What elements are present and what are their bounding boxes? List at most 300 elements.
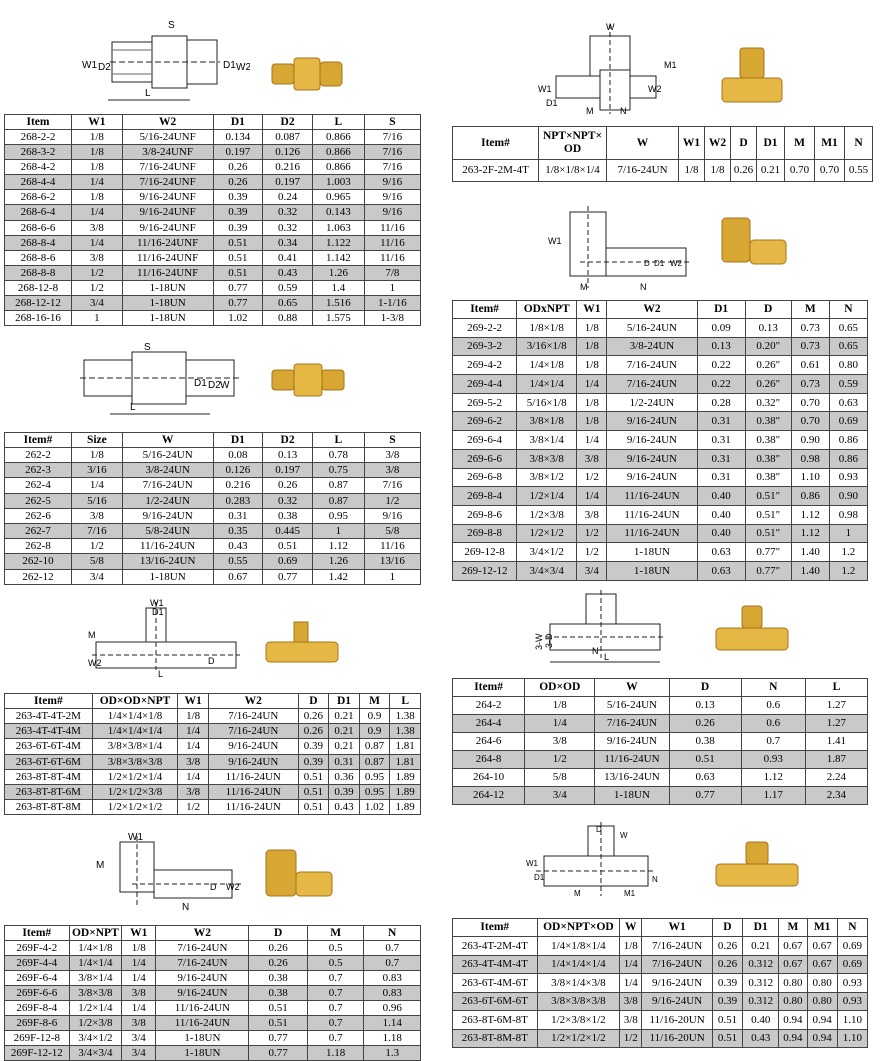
svg-text:W2: W2 [670, 259, 682, 268]
table-cell: 1/4×1/4×1/4 [537, 955, 620, 974]
column-header: W2 [208, 694, 298, 709]
table-cell: 0.7 [307, 1016, 364, 1031]
diagram-269-elbow [540, 204, 700, 299]
table-cell: 0.73 [791, 375, 829, 394]
table-header-row [5, 694, 421, 709]
photo-268-connector [268, 52, 348, 101]
table-cell: 1-18UN [122, 569, 213, 584]
table-cell: 1.2 [829, 543, 867, 562]
table-cell: 269F-4-2 [5, 941, 70, 956]
table-cell: 0.63 [669, 769, 741, 787]
table-cell: 269F-8-4 [5, 1001, 70, 1016]
table-cell: 0.70 [791, 393, 829, 412]
column-header: OD×NPT×OD [537, 919, 620, 937]
table-cell: 0.87 [359, 754, 390, 769]
table-cell: 1/4 [178, 724, 209, 739]
photo-263-2F [718, 44, 788, 119]
table-cell: 1.10 [837, 1011, 867, 1030]
column-header: W [620, 919, 642, 937]
svg-text:M: M [586, 106, 594, 116]
table-cell: 1.575 [312, 311, 364, 326]
table-cell: 0.65 [829, 319, 867, 338]
table-cell: 263-8T-8M-8T [453, 1029, 538, 1048]
table-cell: 9/16-24UN [607, 449, 697, 468]
table-cell: 11/16 [364, 220, 420, 235]
table-row [5, 160, 421, 175]
table-cell: 3/4 [122, 1031, 156, 1046]
table-cell: 3/8 [577, 505, 607, 524]
table-cell: 3/8-24UN [122, 463, 213, 478]
table-cell: 263-6T-4M-6T [453, 974, 538, 993]
table-cell: 263-4T-2M-4T [453, 937, 538, 956]
table-cell: 3/8×1/4 [69, 971, 122, 986]
table-cell: 263-6T-6T-4M [5, 739, 93, 754]
table-cell: 1/2×1/2×1/2 [537, 1029, 620, 1048]
table-cell: 262-2 [5, 448, 72, 463]
table-cell: 1.4 [312, 280, 364, 295]
table-cell: 0.80 [779, 974, 807, 993]
table-cell: 9/16-24UN [122, 508, 213, 523]
table-cell: 9/16-24UN [208, 739, 298, 754]
column-header: W1 [642, 919, 713, 937]
table-cell: 1-18UN [156, 1031, 249, 1046]
table-header-row [5, 433, 421, 448]
table-cell: 0.26 [712, 955, 742, 974]
table-cell: 0.34 [263, 235, 313, 250]
table-cell: 11/16-24UN [122, 539, 213, 554]
table-cell: 0.51 [669, 751, 741, 769]
table-cell: 11/16-24UN [208, 769, 298, 784]
table-cell: 5/16-24UN [607, 319, 697, 338]
table-cell: 0.77 [249, 1031, 308, 1046]
table-row [453, 487, 868, 506]
table-row [5, 478, 421, 493]
table-cell: 9/16-24UNF [122, 220, 213, 235]
table-cell: 0.866 [312, 160, 364, 175]
table-cell: 0.40 [697, 487, 745, 506]
table-cell: 9/16-24UN [607, 431, 697, 450]
table-row [5, 971, 421, 986]
table-row [5, 235, 421, 250]
table-cell: 9/16 [364, 190, 420, 205]
column-header: N [741, 679, 805, 697]
table-262 [4, 432, 421, 585]
svg-text:M: M [574, 889, 581, 898]
table-cell: 264-12 [453, 787, 525, 805]
table-cell: 1/2×1/4 [517, 487, 577, 506]
table-cell: 3/8-24UNF [122, 145, 213, 160]
svg-text:D1: D1 [223, 60, 236, 71]
table-cell: 9/16-24UNF [122, 190, 213, 205]
table-cell: 1/8 [71, 145, 122, 160]
table-cell: 13/16-24UN [122, 554, 213, 569]
table-cell: 9/16-24UNF [122, 205, 213, 220]
table-cell: 0.31 [697, 449, 745, 468]
table-cell: 3/4×1/2 [69, 1031, 122, 1046]
column-header: Item# [5, 926, 70, 941]
table-row [5, 220, 421, 235]
column-header: D [298, 694, 329, 709]
column-header: M [791, 301, 829, 319]
table-cell: 0.59 [829, 375, 867, 394]
table-row [5, 190, 421, 205]
table-cell: 0.73 [791, 337, 829, 356]
table-row [453, 356, 868, 375]
table-cell: 1/2×1/2×1/4 [92, 769, 178, 784]
table-row [453, 412, 868, 431]
table-cell: 5/16-24UN [595, 697, 669, 715]
table-cell: 0.98 [829, 505, 867, 524]
column-header: D2 [263, 115, 313, 130]
table-cell: 1/2 [364, 493, 420, 508]
table-cell: 0.134 [213, 130, 263, 145]
photo-262-union [268, 360, 348, 405]
table-cell: 0.32 [263, 220, 313, 235]
table-cell: 0.7 [307, 986, 364, 1001]
table-cell: 1.18 [364, 1031, 421, 1046]
table-cell: 1.12 [312, 539, 364, 554]
table-cell: 1.18 [307, 1046, 364, 1061]
table-cell: 0.39 [213, 205, 263, 220]
table-cell: 1/8 [679, 160, 705, 182]
table-cell: 1.26 [312, 554, 364, 569]
table-cell: 0.51 [298, 784, 329, 799]
table-cell: 1-18UN [607, 543, 697, 562]
svg-text:D: D [210, 882, 217, 892]
table-row [5, 448, 421, 463]
table-cell: 0.26 [298, 724, 329, 739]
table-cell: 0.59 [263, 280, 313, 295]
table-cell: 0.26 [213, 175, 263, 190]
table-cell: 1/4 [577, 375, 607, 394]
table-row [453, 992, 868, 1011]
table-cell: 1.003 [312, 175, 364, 190]
table-cell: 1/4×1/8 [69, 941, 122, 956]
svg-text:D: D [596, 825, 602, 834]
table-cell: 2.24 [805, 769, 867, 787]
column-header: D [712, 919, 742, 937]
svg-text:S: S [168, 20, 175, 31]
table-cell: 1.14 [364, 1016, 421, 1031]
table-cell: 0.21 [329, 709, 360, 724]
table-cell: 7/16-24UN [595, 715, 669, 733]
column-header: M [307, 926, 364, 941]
table-cell: 1/2 [71, 539, 122, 554]
table-269F [4, 925, 421, 1061]
table-cell: 0.75 [312, 463, 364, 478]
table-cell: 0.94 [779, 1011, 807, 1030]
column-header: Item# [453, 919, 538, 937]
svg-text:N: N [182, 902, 190, 912]
table-cell: 0.55 [213, 554, 263, 569]
table-cell: 1.17 [741, 787, 805, 805]
table-cell: 263-8T-8T-6M [5, 784, 93, 799]
column-header: OD×NPT [69, 926, 122, 941]
table-cell: 3/4×3/4 [69, 1046, 122, 1061]
table-row [5, 145, 421, 160]
table-cell: 0.51 [213, 250, 263, 265]
table-cell: 0.6 [741, 697, 805, 715]
table-cell: 0.32 [263, 205, 313, 220]
table-cell: 1-18UN [607, 561, 697, 580]
table-row [453, 449, 868, 468]
table-cell: 11/16-24UN [156, 1016, 249, 1031]
table-cell: 13/16 [364, 554, 420, 569]
table-cell: 0.83 [364, 986, 421, 1001]
svg-text:S: S [144, 342, 151, 353]
table-cell: 0.7 [307, 1001, 364, 1016]
table-cell: 0.90 [829, 487, 867, 506]
table-cell: 3/8×3/8×1/4 [92, 739, 178, 754]
table-cell: 0.21 [757, 160, 785, 182]
column-header: OD×OD [525, 679, 595, 697]
table-row [5, 175, 421, 190]
table-cell: 7/16-24UN [642, 955, 713, 974]
svg-text:N: N [640, 282, 647, 292]
table-cell: 0.126 [213, 463, 263, 478]
table-cell: 11/16 [364, 539, 420, 554]
table-cell: 0.21 [329, 724, 360, 739]
table-cell: 0.93 [829, 468, 867, 487]
table-row [453, 787, 868, 805]
table-cell: 1.40 [791, 561, 829, 580]
table-row [5, 941, 421, 956]
table-cell: 0.26" [745, 356, 791, 375]
column-header: OD×OD×NPT [92, 694, 178, 709]
table-cell: 1/4×1/4×1/8 [92, 709, 178, 724]
column-header: Item# [453, 679, 525, 697]
table-row [5, 539, 421, 554]
table-row [453, 937, 868, 956]
table-cell: 0.5 [307, 956, 364, 971]
table-row [453, 697, 868, 715]
table-cell: 0.43 [263, 265, 313, 280]
table-cell: 0.88 [263, 311, 313, 326]
table-cell: 0.77 [263, 569, 313, 584]
table-row [453, 524, 868, 543]
table-cell: 0.13 [263, 448, 313, 463]
svg-text:W2: W2 [236, 62, 250, 73]
column-header: W1 [71, 115, 122, 130]
table-cell: 0.93 [741, 751, 805, 769]
table-cell: 0.95 [359, 784, 390, 799]
table-cell: 1.12 [791, 524, 829, 543]
column-header: D2 [263, 433, 313, 448]
table-cell: 0.445 [263, 523, 313, 538]
svg-text:D2: D2 [98, 62, 111, 73]
table-cell: 0.69 [263, 554, 313, 569]
table-cell: 9/16-24UN [156, 971, 249, 986]
table-cell: 1.38 [390, 709, 421, 724]
table-cell: 0.51 [263, 539, 313, 554]
table-cell: 0.43 [213, 539, 263, 554]
table-cell: 1/4 [71, 478, 122, 493]
table-cell: 5/8 [71, 554, 122, 569]
column-header: NPT×NPT× OD [539, 127, 607, 160]
diagram-263-tee [86, 598, 246, 683]
svg-text:3-W: 3-W [534, 633, 544, 650]
table-cell: 1.27 [805, 715, 867, 733]
table-cell: 269-12-12 [453, 561, 517, 580]
svg-text:D1: D1 [546, 98, 558, 108]
table-cell: 0.93 [837, 992, 867, 1011]
table-cell: 3/8 [620, 1011, 642, 1030]
table-cell: 1.122 [312, 235, 364, 250]
table-cell: 1.3 [364, 1046, 421, 1061]
table-cell: 1-18UN [122, 311, 213, 326]
table-cell: 9/16-24UN [156, 986, 249, 1001]
table-cell: 3/8×3/8 [517, 449, 577, 468]
column-header: W1 [577, 301, 607, 319]
svg-text:D1: D1 [194, 378, 207, 389]
table-cell: 0.69 [829, 412, 867, 431]
table-cell: 0.51 [298, 800, 329, 815]
table-cell: 7/16-24UN [156, 941, 249, 956]
table-cell: 263-2F-2M-4T [453, 160, 539, 182]
table-cell: 1.81 [390, 754, 421, 769]
diagram-263-2F [536, 20, 686, 121]
table-cell: 3/8-24UN [607, 337, 697, 356]
table-cell: 7/16 [364, 130, 420, 145]
table-cell: 269F-8-6 [5, 1016, 70, 1031]
table-cell: 1/2-24UN [122, 493, 213, 508]
table-row [453, 160, 873, 182]
table-row [453, 1029, 868, 1048]
table-cell: 1.02 [359, 800, 390, 815]
table-cell: 0.38 [263, 508, 313, 523]
table-cell: 1/2 [620, 1029, 642, 1048]
table-cell: 262-4 [5, 478, 72, 493]
table-cell: 269F-12-12 [5, 1046, 70, 1061]
svg-text:W2: W2 [226, 882, 240, 892]
table-cell: 0.26 [298, 709, 329, 724]
table-cell: 11/16-24UN [607, 505, 697, 524]
diagram-263-branch-tee [524, 822, 674, 907]
table-cell: 3/8 [525, 733, 595, 751]
svg-text:W1: W1 [150, 598, 164, 608]
column-header: L [390, 694, 421, 709]
table-cell: 1.27 [805, 697, 867, 715]
table-cell: 1/2×1/2×3/8 [92, 784, 178, 799]
table-row [5, 523, 421, 538]
table-cell: 0.22 [697, 356, 745, 375]
column-header: D [731, 127, 757, 160]
table-cell: 0.95 [312, 508, 364, 523]
table-cell: 269F-6-6 [5, 986, 70, 1001]
table-cell: 1.516 [312, 296, 364, 311]
table-cell: 11/16-24UN [607, 487, 697, 506]
table-cell: 0.77 [669, 787, 741, 805]
svg-text:D1: D1 [152, 607, 164, 617]
table-cell: 1/4 [620, 955, 642, 974]
table-cell: 268-12-12 [5, 296, 72, 311]
table-cell: 262-8 [5, 539, 72, 554]
table-cell: 1 [364, 280, 420, 295]
table-cell: 0.39 [329, 784, 360, 799]
table-cell: 0.38 [249, 986, 308, 1001]
table-cell: 1-1/16 [364, 296, 420, 311]
table-cell: 268-8-8 [5, 265, 72, 280]
table-cell: 1/4 [525, 715, 595, 733]
table-cell: 0.216 [213, 478, 263, 493]
table-cell: 0.13 [745, 319, 791, 338]
photo-269-elbow [712, 214, 792, 279]
table-cell: 268-8-6 [5, 250, 72, 265]
table-cell: 0.38" [745, 449, 791, 468]
table-cell: 7/16-24UN [642, 937, 713, 956]
svg-text:L: L [158, 669, 164, 678]
table-cell: 0.26" [745, 375, 791, 394]
table-cell: 0.70 [815, 160, 845, 182]
table-cell: 5/8 [525, 769, 595, 787]
table-cell: 0.31 [329, 754, 360, 769]
table-cell: 0.93 [837, 974, 867, 993]
table-cell: 0.38" [745, 431, 791, 450]
table-cell: 269-6-6 [453, 449, 517, 468]
svg-text:M1: M1 [624, 889, 636, 898]
table-header-row [453, 919, 868, 937]
table-cell: 264-2 [453, 697, 525, 715]
table-cell: 269F-12-8 [5, 1031, 70, 1046]
table-cell: 1/8 [71, 448, 122, 463]
table-cell: 268-12-8 [5, 280, 72, 295]
column-header: D [249, 926, 308, 941]
table-row [5, 956, 421, 971]
column-header: M [785, 127, 815, 160]
table-cell: 11/16-24UNF [122, 235, 213, 250]
table-cell: 1.87 [805, 751, 867, 769]
table-cell: 1/4×1/4 [517, 375, 577, 394]
table-cell: 0.96 [364, 1001, 421, 1016]
table-cell: 0.9 [359, 709, 390, 724]
table-cell: 1.02 [213, 311, 263, 326]
table-cell: 3/8 [178, 784, 209, 799]
column-header: Item# [5, 433, 72, 448]
table-cell: 1/8 [71, 190, 122, 205]
table-cell: 0.7 [307, 971, 364, 986]
table-cell: 1.40 [791, 543, 829, 562]
table-cell: 262-6 [5, 508, 72, 523]
table-header-row [453, 127, 873, 160]
table-cell: 0.40 [697, 505, 745, 524]
table-cell: 1/2 [178, 800, 209, 815]
table-263-tee [4, 693, 421, 815]
table-cell: 3/8 [71, 508, 122, 523]
column-header: D1 [329, 694, 360, 709]
table-cell: 1/8 [620, 937, 642, 956]
table-cell: 1 [312, 523, 364, 538]
table-row [5, 130, 421, 145]
svg-text:W: W [606, 22, 615, 32]
table-cell: 1/2×1/2 [517, 524, 577, 543]
column-header: L [805, 679, 867, 697]
table-row [5, 508, 421, 523]
table-cell: 263-4T-4M-4T [453, 955, 538, 974]
svg-text:W1: W1 [526, 859, 538, 868]
table-cell: 1/8×1/8×1/4 [539, 160, 607, 182]
table-cell: 0.39 [298, 754, 329, 769]
table-cell: 262-12 [5, 569, 72, 584]
column-header: N [364, 926, 421, 941]
table-cell: 3/8 [364, 463, 420, 478]
table-cell: 0.65 [829, 337, 867, 356]
table-cell: 3/8 [178, 754, 209, 769]
table-cell: 1/8 [577, 356, 607, 375]
table-cell: 9/16 [364, 508, 420, 523]
table-cell: 0.51 [213, 265, 263, 280]
table-cell: 7/16-24UN [156, 956, 249, 971]
column-header: M [779, 919, 807, 937]
